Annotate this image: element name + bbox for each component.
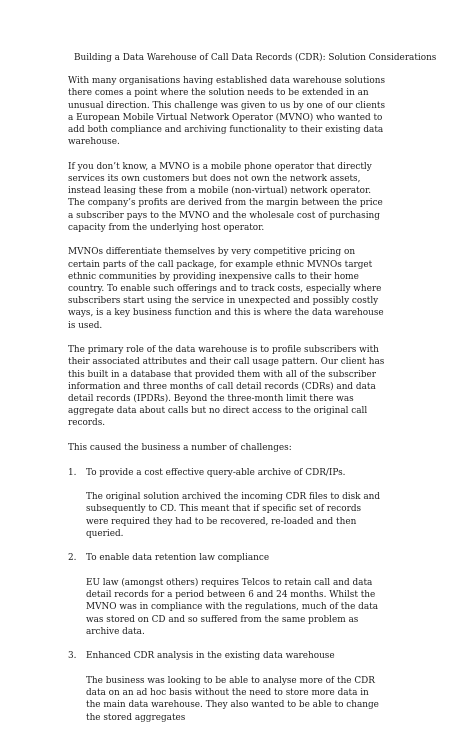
document-title: Building a Data Warehouse of Call Data Records (CDR): Solution Considerations [74, 53, 437, 63]
challenges-list [68, 467, 386, 724]
list-item-title: To provide a cost effective query-able archive of CDR/IPs. [86, 467, 346, 478]
paragraph-challenges-intro: This caused the business a number of challenges: [68, 443, 292, 454]
list-item-number: 1. [68, 467, 77, 478]
list-item-number: 3. [68, 651, 77, 662]
paragraph-mvno-differentiation: MVNOs differentiate themselves by very competitive pricing on certain parts of the call package, for example ethnic MVNOs target ethnic communities by providing inexpensive calls to their home country. To enable such offerings and to track costs, especially where subscribers start using the service in unexpected and possibly costly ways, is a key business function and this is where the data warehouse is used. [68, 247, 384, 331]
list-item-title: Enhanced CDR analysis in the existing data warehouse [86, 651, 335, 662]
paragraph-intro: With many organisations having established data warehouse solutions there comes a point where the solution needs to be extended in an unusual direction. This challenge was given to us by one of our clients a European Mobile Virtual Network Operator (MVNO) who wanted to add both compliance and archiving functionality to their existing data warehouse. [68, 76, 386, 148]
list-item [68, 650, 386, 723]
list-item-title: To enable data retention law compliance [86, 553, 270, 564]
list-item-body: The business was looking to be able to analyse more of the CDR data on an ad hoc basis without the need to store more data in the main data warehouse. They also wanted to be able to change the stored aggregates [86, 676, 379, 723]
list-item-number: 2. [68, 553, 77, 564]
list-item [68, 467, 386, 540]
list-item-body: EU law (amongst others) requires Telcos to retain call and data detail records for a period between 6 and 24 months. Whilst the MVNO was in compliance with the regulations, much of the data was stored on CD and so suffered from the same problem as archive data. [86, 578, 378, 637]
list-item-body: The original solution archived the incoming CDR files to disk and subsequently to CD. This meant that if specific set of records were required they had to be recovered, re-loaded and then queried. [86, 492, 381, 539]
paragraph-mvno-definition: If you don’t know, a MVNO is a mobile phone operator that directly services its own customers but does not own the network assets, instead leasing these from a mobile (non-virtual) network operator. The company’s profits are derived from the margin between the price a subscriber pays to the MVNO and the wholesale cost of purchasing capacity from the underlying host operator. [68, 161, 383, 233]
list-item [68, 552, 386, 638]
paragraph-warehouse-role: The primary role of the data warehouse is to profile subscribers with their associated attributes and their call usage pattern. Our client has this built in a database that provided them with all of the subscriber information and three months of call detail records (CDRs) and data detail records (IPDRs). Beyond the three-month limit there was aggregate data about calls but no direct access to the original call records. [68, 345, 385, 429]
document-body [68, 52, 437, 736]
